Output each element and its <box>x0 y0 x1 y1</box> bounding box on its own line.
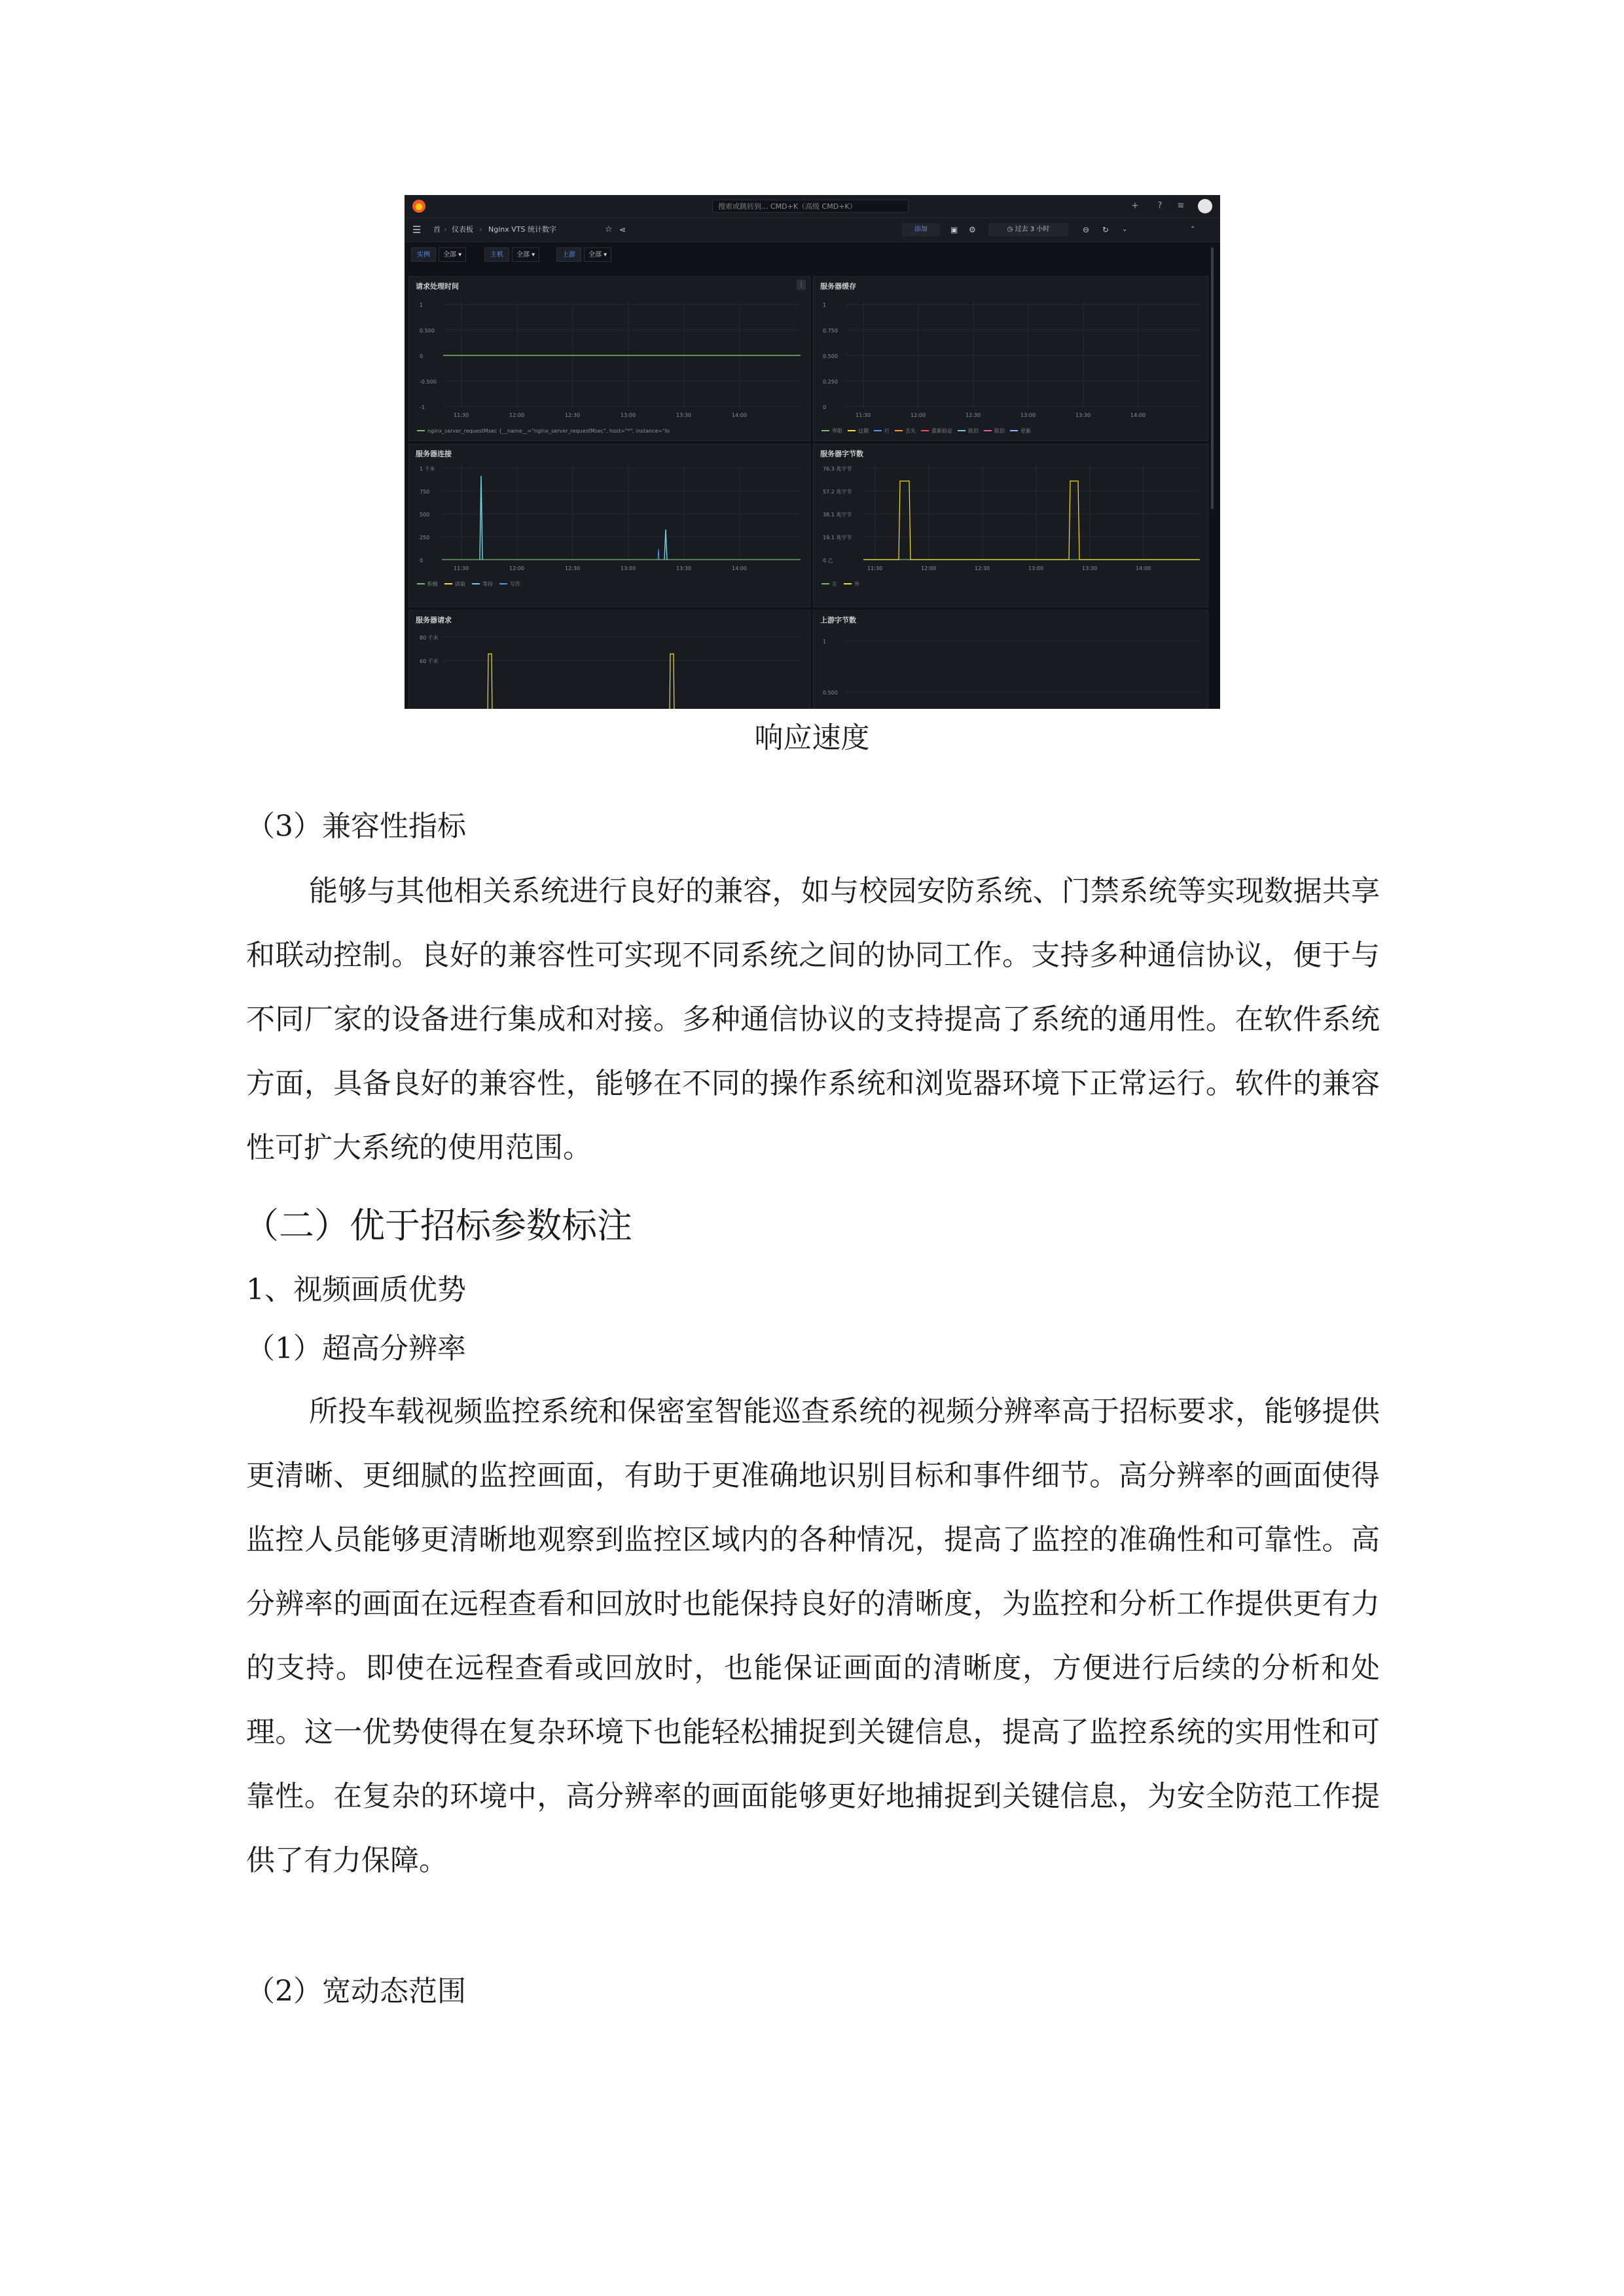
y-tick: -1 <box>420 404 425 410</box>
collapse-icon[interactable]: ⌃ <box>1190 226 1196 233</box>
x-tick: 13:30 <box>1082 565 1098 571</box>
y-tick: 0.500 <box>823 690 838 696</box>
variable-label: 实例 <box>411 247 436 262</box>
chevron-down-icon[interactable]: ⌄ <box>1122 226 1128 233</box>
zoom-out-icon[interactable]: ⊖ <box>1083 225 1090 234</box>
variable-value: 全部 <box>588 251 602 259</box>
x-tick: 13:00 <box>1028 565 1044 571</box>
variable-label: 上游 <box>556 247 581 262</box>
save-icon[interactable]: ▣ <box>950 225 958 234</box>
x-tick: 12:00 <box>911 412 926 418</box>
y-tick: 0.250 <box>823 379 838 385</box>
series-line <box>670 654 674 709</box>
chart-server-requests <box>409 611 810 709</box>
x-tick: 14:00 <box>1130 412 1146 418</box>
y-tick: -0.500 <box>420 379 437 385</box>
variable-select[interactable]: 全部 ▾ <box>584 247 611 262</box>
y-tick: 1 <box>420 302 424 308</box>
top-bar <box>405 195 1220 218</box>
x-tick: 13:30 <box>676 412 692 418</box>
y-tick: 250 <box>420 535 430 541</box>
legend-label: nginx_server_requestMsec {__name__="nginx_server_requestMsec", host="*", instance="lo <box>427 427 670 434</box>
star-icon[interactable]: ☆ <box>605 224 613 234</box>
legend-item[interactable] <box>1010 427 1031 435</box>
legend-label: 过期 <box>858 427 869 434</box>
chart-server-bytes <box>814 444 1208 607</box>
legend-label: 重新验证 <box>931 427 952 434</box>
avatar[interactable] <box>1198 199 1212 213</box>
legend-label: 丢失 <box>905 427 916 434</box>
plus-icon[interactable]: + <box>1131 201 1139 211</box>
panel-title: 服务器字节数 <box>820 450 863 458</box>
y-tick: 60 千米 <box>420 658 439 664</box>
y-tick: 38.1 兆字节 <box>823 512 852 518</box>
menu-icon[interactable]: ☰ <box>412 224 422 236</box>
x-tick: 12:30 <box>565 565 581 571</box>
panel-title: 服务器请求 <box>416 616 452 624</box>
y-tick: 500 <box>420 512 430 518</box>
legend-swatch <box>1010 430 1018 431</box>
x-tick: 14:00 <box>732 412 748 418</box>
y-tick: 0 <box>420 558 424 564</box>
legend-label: 读取 <box>455 581 465 587</box>
section-3-paragraph: 能够与其他相关系统进行良好的兼容，如与校园安防系统、门禁系统等实现数据共享和联动控制。良好的兼容性可实现不同系统之间的协同工作。支持多种通信协议，便于与不同厂家的设备进行集成和对接。多种通信协议的支持提高了系统的通用性。在软件系统方面，具备良好的兼容性，能够在不同的操作系统和浏览器环境下正常运行。软件的兼容性可扩大系统的使用范围。 <box>246 874 1380 1164</box>
x-tick: 11:30 <box>867 565 883 571</box>
legend-swatch <box>444 583 452 584</box>
variable-select[interactable]: 全部 ▾ <box>512 247 539 262</box>
x-tick: 12:30 <box>975 565 990 571</box>
series-line <box>488 654 492 709</box>
x-tick: 13:00 <box>621 565 636 571</box>
clock-icon: ◷ <box>1007 226 1015 233</box>
share-icon[interactable]: ⋖ <box>619 225 626 234</box>
dashboard-screenshot <box>405 195 1220 709</box>
subsection-1-paragraph: 所投车载视频监控系统和保密室智能巡查系统的视频分辨率高于招标要求，能够提供更清晰、更细腻的监控画面，有助于更准确地识别目标和事件细节。高分辨率的画面使得监控人员能够更清晰地观察到监控区域内的各种情况，提高了监控的准确性和可靠性。高分辨率的画面在远程查看和回放时也能保持良好的清晰度，为监控和分析工作提供更有力的支持。即使在远程查看或回放时，也能保证画面的清晰度，方便进行后续的分析和处理。这一优势使得在复杂环境下也能轻松捕捉到关键信息，提高了监控系统的实用性和可靠性。在复杂的环境中，高分辨率的画面能够更好地捕捉到关键信息，为安全防范工作提供了有力保障。 <box>246 1395 1380 1877</box>
legend-item[interactable] <box>417 581 438 588</box>
variable-label: 主机 <box>484 247 509 262</box>
series-line-writing <box>658 549 659 560</box>
legend-swatch <box>417 583 425 584</box>
legend-swatch <box>895 430 903 431</box>
y-tick: 0 <box>420 353 424 359</box>
legend-label: 陈旧 <box>968 427 979 434</box>
panel-title: 请求处理时间 <box>416 282 459 291</box>
x-tick: 13:00 <box>621 412 636 418</box>
panel-title: 上游字节数 <box>820 616 856 624</box>
legend-label: 更新 <box>1020 427 1031 434</box>
legend-label: 在 <box>832 581 837 587</box>
chart-upstream-bytes <box>814 611 1208 709</box>
legend <box>417 426 670 435</box>
legend-item[interactable] <box>444 581 465 588</box>
y-tick: 0 <box>823 404 827 410</box>
legend-swatch <box>921 430 929 431</box>
legend-item[interactable] <box>499 581 520 588</box>
series-line-waiting <box>480 476 482 560</box>
legend-item[interactable] <box>472 581 493 588</box>
legend-label: 打 <box>884 427 890 434</box>
legend-item[interactable] <box>821 427 842 435</box>
y-tick: 57.2 兆字节 <box>823 489 852 495</box>
time-range-picker[interactable] <box>988 223 1068 236</box>
legend-item[interactable] <box>921 427 952 435</box>
subsection-1-title: （1）超高分辨率 <box>246 1332 466 1365</box>
y-tick: 750 <box>420 489 430 495</box>
legend-item[interactable] <box>417 428 670 434</box>
breadcrumb-dashboard-title[interactable]: Nginx VTS 统计数字 <box>488 225 556 234</box>
legend <box>821 579 859 588</box>
legend-item[interactable] <box>984 427 1005 435</box>
legend <box>417 579 520 588</box>
y-tick: 80 千米 <box>420 635 439 641</box>
panel-server-bytes[interactable] <box>813 444 1208 607</box>
time-range-label: 过去 3 小时 <box>1015 226 1050 233</box>
legend-swatch <box>821 583 829 584</box>
x-tick: 12:00 <box>509 565 525 571</box>
nav-bar <box>405 218 1220 242</box>
legend-item[interactable] <box>874 427 890 435</box>
panel-request-time[interactable] <box>408 276 810 441</box>
legend-label: 外 <box>854 581 859 587</box>
panel-upstream-bytes[interactable] <box>813 610 1208 709</box>
breadcrumb-home[interactable]: 首 <box>433 225 441 234</box>
subsection-2-title: （2）宽动态范围 <box>246 1975 466 2008</box>
x-tick: 12:30 <box>565 412 581 418</box>
x-tick: 12:00 <box>921 565 937 571</box>
panel-server-cache[interactable] <box>813 276 1208 441</box>
y-tick: 1 千米 <box>420 466 435 472</box>
section-3-title: （3）兼容性指标 <box>246 810 466 843</box>
x-tick: 11:30 <box>454 565 469 571</box>
add-button[interactable]: 添加 <box>902 223 940 236</box>
x-tick: 14:00 <box>1136 565 1151 571</box>
legend-swatch <box>958 430 965 431</box>
chart-request-time <box>409 277 810 441</box>
legend-label: 陈旧 <box>994 427 1005 434</box>
legend-swatch <box>499 583 507 584</box>
legend-item[interactable] <box>895 427 916 435</box>
legend-item[interactable] <box>958 427 979 435</box>
search-input[interactable]: 搜索或跳转到... CMD+K（高级 CMD+K） <box>712 200 909 213</box>
panel-title: 服务器缓存 <box>820 282 856 291</box>
y-tick: 1 <box>823 302 827 308</box>
legend-swatch <box>874 430 882 431</box>
x-tick: 11:30 <box>856 412 871 418</box>
breadcrumb-dashboards[interactable]: 仪表板 <box>452 225 473 234</box>
series-line-out <box>863 481 1200 560</box>
chart-server-cache <box>814 277 1208 441</box>
y-tick: 0.500 <box>823 353 838 359</box>
y-tick: 0 乙 <box>823 558 833 564</box>
rss-icon[interactable]: ≋ <box>1177 201 1185 211</box>
variable-value: 全部 <box>443 251 456 259</box>
help-icon[interactable]: ? <box>1157 201 1163 211</box>
y-tick: 19.1 兆字节 <box>823 535 852 541</box>
legend-swatch <box>472 583 480 584</box>
x-tick: 12:30 <box>965 412 981 418</box>
x-tick: 11:30 <box>454 412 469 418</box>
grafana-logo <box>412 200 425 213</box>
x-tick: 13:30 <box>1075 412 1091 418</box>
legend-swatch <box>848 430 856 431</box>
legend-item[interactable] <box>844 581 859 588</box>
heading-2: （二）优于招标参数标注 <box>244 1205 632 1246</box>
panel-server-requests[interactable] <box>408 610 810 709</box>
series-line-waiting <box>664 529 667 560</box>
legend-swatch <box>984 430 992 431</box>
variables-bar <box>405 242 1220 268</box>
chevron-right-icon: › <box>479 225 482 234</box>
figure-caption: 响应速度 <box>754 721 870 755</box>
x-tick: 12:00 <box>509 412 525 418</box>
legend <box>821 426 1031 435</box>
scrollbar[interactable] <box>1211 247 1214 509</box>
chevron-right-icon: › <box>444 225 447 234</box>
panel-menu-icon[interactable]: ⋮ <box>797 279 806 290</box>
y-tick: 0.750 <box>823 328 838 334</box>
legend-item[interactable] <box>821 581 837 588</box>
x-tick: 13:00 <box>1020 412 1036 418</box>
x-tick: 13:30 <box>676 565 692 571</box>
legend-label: 界限 <box>832 427 842 434</box>
heading-3: 1、视频画质优势 <box>246 1273 466 1306</box>
variable-select[interactable]: 全部 ▾ <box>439 247 466 262</box>
variable-value: 全部 <box>516 251 530 259</box>
y-tick: 1 <box>823 639 827 645</box>
legend-item[interactable] <box>848 427 869 435</box>
x-tick: 14:00 <box>732 565 748 571</box>
settings-icon[interactable]: ⚙ <box>969 225 976 234</box>
legend-label: 积极 <box>427 581 438 587</box>
panel-server-connections[interactable] <box>408 444 810 607</box>
panel-title: 服务器连接 <box>416 450 452 458</box>
legend-label: 等待 <box>482 581 493 587</box>
legend-swatch <box>417 430 425 431</box>
legend-label: 写作 <box>510 581 520 587</box>
y-tick: 76.3 兆字节 <box>823 466 852 472</box>
legend-swatch <box>821 430 829 431</box>
legend-swatch <box>844 583 852 584</box>
y-tick: 0.500 <box>420 328 435 334</box>
refresh-icon[interactable]: ↻ <box>1102 225 1110 234</box>
